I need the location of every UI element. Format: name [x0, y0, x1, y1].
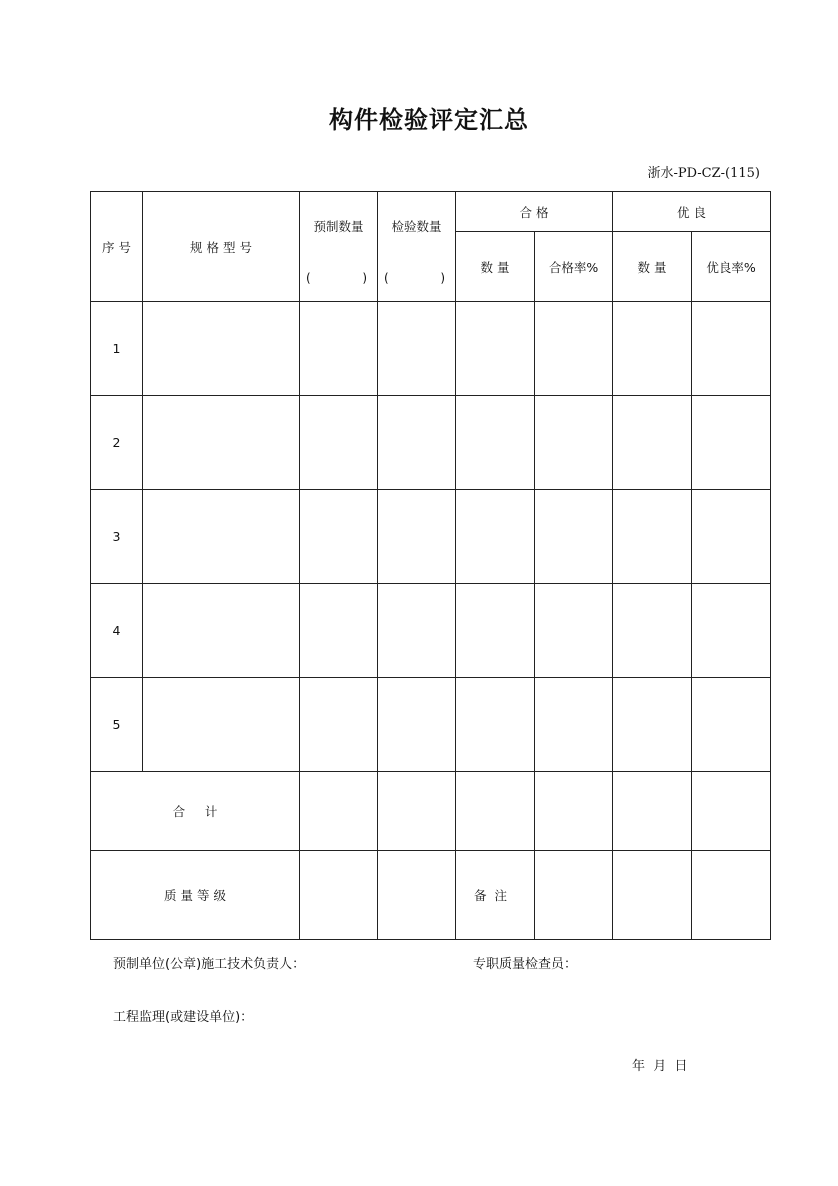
table-row: [91, 396, 771, 490]
table-row: [91, 584, 771, 678]
cell-qualified-qty[interactable]: [456, 678, 535, 772]
header-seq: 序 号: [91, 192, 143, 302]
inspect-qty-label: 检验数量: [391, 218, 442, 234]
total-excellent-rate[interactable]: [692, 772, 771, 851]
cell-excellent-qty[interactable]: [613, 302, 692, 396]
header-qualified: 合 格: [456, 192, 613, 232]
cell-qualified-rate[interactable]: [535, 678, 613, 772]
cell-qualified-rate[interactable]: [535, 302, 613, 396]
cell-qualified-qty[interactable]: [456, 584, 535, 678]
document-title: 构件检验评定汇总: [329, 106, 529, 134]
header-excellent-qty: 数 量: [613, 232, 692, 302]
header-prefab-qty: [300, 192, 378, 302]
header-inspect-qty: [378, 192, 456, 302]
cell-inspect-qty[interactable]: [378, 302, 456, 396]
cell-inspect-qty[interactable]: [378, 678, 456, 772]
row-number: 4: [91, 584, 143, 678]
cell-excellent-qty[interactable]: [613, 396, 692, 490]
inspection-summary-table: [90, 191, 771, 940]
cell-excellent-qty[interactable]: [613, 678, 692, 772]
cell-excellent-rate[interactable]: [692, 490, 771, 584]
grade-row: [91, 851, 771, 940]
row-number: 2: [91, 396, 143, 490]
cell-excellent-rate[interactable]: [692, 302, 771, 396]
cell-spec[interactable]: [143, 302, 300, 396]
cell-excellent-qty[interactable]: [613, 490, 692, 584]
cell-excellent-rate[interactable]: [692, 678, 771, 772]
cell-qualified-rate[interactable]: [535, 584, 613, 678]
cell-prefab-qty[interactable]: [300, 302, 378, 396]
total-qualified-qty[interactable]: [456, 772, 535, 851]
header-qualified-qty: 数 量: [456, 232, 535, 302]
header-excellent: 优 良: [613, 192, 771, 232]
table-row: [91, 302, 771, 396]
unit-close: ): [362, 270, 367, 285]
remark-extra-1[interactable]: [613, 851, 692, 940]
cell-excellent-rate[interactable]: [692, 396, 771, 490]
cell-prefab-qty[interactable]: [300, 678, 378, 772]
inspector-label: 专职质量检查员：: [473, 957, 578, 972]
header-qualified-rate: 合格率%: [535, 232, 613, 302]
total-prefab-qty[interactable]: [300, 772, 378, 851]
prefab-qty-unit: [300, 271, 377, 285]
unit-open: (: [306, 270, 311, 285]
table-row: [91, 490, 771, 584]
cell-excellent-qty[interactable]: [613, 584, 692, 678]
cell-inspect-qty[interactable]: [378, 490, 456, 584]
prefab-qty-label: 预制数量: [313, 218, 364, 234]
cell-qualified-qty[interactable]: [456, 396, 535, 490]
inspect-qty-unit: [378, 271, 455, 285]
cell-prefab-qty[interactable]: [300, 490, 378, 584]
remark-label: 备 注: [456, 851, 535, 940]
date-label: 年 月 日: [632, 1059, 688, 1074]
prefab-unit-label: 预制单位(公章)施工技术负责人：: [113, 957, 306, 972]
total-row: [91, 772, 771, 851]
cell-inspect-qty[interactable]: [378, 396, 456, 490]
cell-spec[interactable]: [143, 490, 300, 584]
header-excellent-rate: 优良率%: [692, 232, 771, 302]
unit-close: ): [440, 270, 445, 285]
form-code: 浙水-PD-CZ-(115): [647, 166, 760, 181]
header-spec: 规 格 型 号: [143, 192, 300, 302]
cell-inspect-qty[interactable]: [378, 584, 456, 678]
cell-qualified-rate[interactable]: [535, 490, 613, 584]
cell-prefab-qty[interactable]: [300, 584, 378, 678]
total-excellent-qty[interactable]: [613, 772, 692, 851]
cell-spec[interactable]: [143, 584, 300, 678]
cell-excellent-rate[interactable]: [692, 584, 771, 678]
supervision-label: 工程监理(或建设单位)：: [113, 1010, 254, 1025]
table-row: [91, 678, 771, 772]
grade-label: 质 量 等 级: [91, 851, 300, 940]
cell-qualified-qty[interactable]: [456, 302, 535, 396]
remark-value[interactable]: [535, 851, 613, 940]
unit-open: (: [384, 270, 389, 285]
grade-inspect[interactable]: [378, 851, 456, 940]
total-inspect-qty[interactable]: [378, 772, 456, 851]
row-number: 3: [91, 490, 143, 584]
grade-prefab[interactable]: [300, 851, 378, 940]
cell-prefab-qty[interactable]: [300, 396, 378, 490]
row-number: 5: [91, 678, 143, 772]
cell-qualified-rate[interactable]: [535, 396, 613, 490]
remark-extra-2[interactable]: [692, 851, 771, 940]
cell-spec[interactable]: [143, 396, 300, 490]
cell-qualified-qty[interactable]: [456, 490, 535, 584]
total-qualified-rate[interactable]: [535, 772, 613, 851]
cell-spec[interactable]: [143, 678, 300, 772]
row-number: 1: [91, 302, 143, 396]
total-label: 合 计: [91, 772, 300, 851]
